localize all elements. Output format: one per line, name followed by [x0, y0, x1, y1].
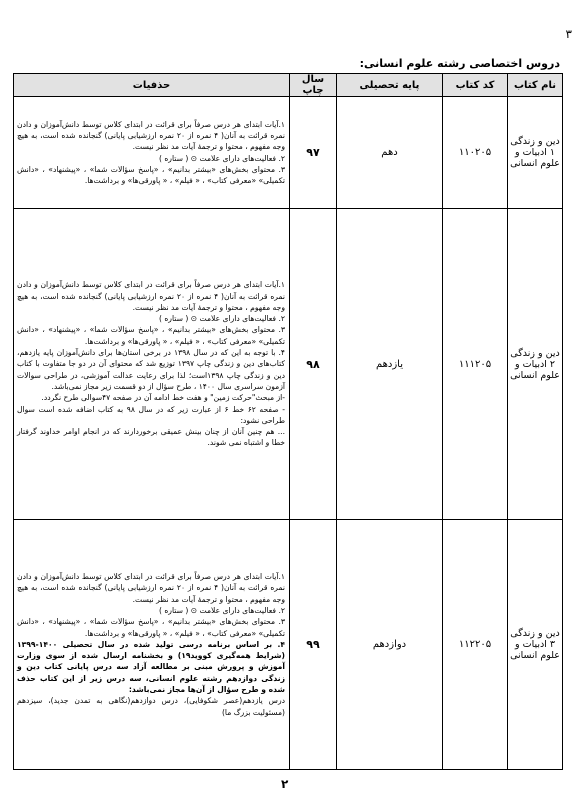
table-row	[14, 97, 563, 209]
deletion-item: ۴. بر اساس برنامه درسی تولید شده در سال تحصیلی ۱۴۰۰-۱۳۹۹ (شرایط همه‌گیری کووید۱۹) و بخشنامه ارسال شده از سوی وزارت آموزش و پرورش مبنی بر مطالعه آزاد سه درس پایانی کتاب دین و زندگی دوازدهم رشته علوم انسانی، سه درس زیر از این کتاب حذف شده و طرح سؤال از آن‌ها مجاز نمی‌باشد:	[17, 639, 285, 695]
deletion-item: ۲. فعالیت‌های دارای علامت ⊙ ( ستاره )	[158, 605, 285, 615]
deletion-item: درس یازدهم(عصر شکوفایی)، درس دوازدهم(نگاهی به تمدن جدید)، سیزدهم (مسئولیت بزرگ ما)	[17, 696, 285, 717]
deletion-item: -از مبحث"حرکت زمین" و هفت خط ادامه آن در صفحه ۴۷سوالی طرح نگردد.	[41, 393, 285, 403]
book-name-cell: دین و زندگی ۱ ادبیات و علوم انسانی	[508, 97, 563, 209]
print-year-cell: ۹۷	[290, 97, 337, 209]
deletion-item: - صفحه ۶۲ خط ۶ از عبارت زیر که در سال ۹۸ به کتاب اضافه شده است سوال طراحی نشود:	[17, 404, 286, 425]
table-row	[14, 209, 563, 520]
deletions-cell	[14, 97, 290, 209]
deletion-item: ۱.آیات ابتدای هر درس صرفاً برای قرائت در ابتدای کلاس توسط دانش‌آموزان و دادن نمره قرائت به آنان( ۴ نمره از ۲۰ نمره ارزشیابی پایانی) گنجانده شده است، به هیچ وجه مفهوم ، محتوا و ترجمهٔ آیات مد نظر نیست.	[17, 572, 285, 604]
deletions-cell	[14, 209, 290, 520]
book-code-cell: ۱۱۱۲۰۵	[443, 209, 508, 520]
deletion-item: ۳. محتوای بخش‌های «بیشتر بدانیم» ، «پاسخ سؤالات شما» ، «پیشنهاد» ، «دانش تکمیلی» «معرفی کتاب» ، « فیلم» ، « پاورقی‌ها» و برداشت‌ها.	[17, 617, 285, 638]
courses-table	[13, 73, 563, 770]
book-code-cell: ۱۱۰۲۰۵	[443, 97, 508, 209]
print-year-cell: ۹۸	[290, 209, 337, 520]
book-name-cell: دین و زندگی ۲ ادبیات و علوم انسانی	[508, 209, 563, 520]
deletion-item: ... هم چنین آنان از چنان بینش عمیقی برخوردارند که در انجام اوامر خداوند گرفتار خطا و اشتباه نمی شوند.	[17, 427, 285, 448]
page-number: ۲	[281, 777, 289, 791]
deletion-item: ۳. محتوای بخش‌های «بیشتر بدانیم» ، «پاسخ سؤالات شما» ، «پیشنهاد» ، «دانش تکمیلی» «معرفی کتاب» ، « فیلم» ، « پاورقی‌ها» و برداشت‌ها.	[17, 164, 285, 186]
grade-cell: یازدهم	[337, 209, 443, 520]
deletion-item: ۲. فعالیت‌های دارای علامت ⊙ ( ستاره )	[158, 153, 285, 163]
book-name-cell: دین و زندگی ۳ ادبیات و علوم انسانی	[508, 520, 563, 770]
header-book-name: نام کتاب	[508, 74, 563, 97]
page-corner-mark: ۳	[565, 27, 572, 41]
table-header-row	[14, 74, 563, 97]
deletion-item: ۲. فعالیت‌های دارای علامت ⊙ ( ستاره )	[158, 314, 285, 324]
header-deletions: حذفیات	[14, 74, 290, 97]
deletion-item: ۱.آیات ابتدای هر درس صرفاً برای قرائت در ابتدای کلاس توسط دانش‌آموزان و دادن نمره قرائت به آنان( ۴ نمره از ۲۰ نمره ارزشیابی پایانی) گنجانده شده است، به هیچ وجه مفهوم ، محتوا و ترجمهٔ آیات مد نظر نیست.	[17, 280, 285, 312]
deletions-cell	[14, 520, 290, 770]
header-grade: پایه تحصیلی	[337, 74, 443, 97]
grade-cell: دوازدهم	[337, 520, 443, 770]
deletion-item: ۴. با توجه به این که در سال ۱۳۹۸ در برخی استان‌ها برای دانش‌آموزان پایه یازدهم، کتاب‌های دین و زندگی چاپ ۱۳۹۷ توزیع شد که محتوای آن در دو جا متفاوت با کتاب دین و زندگی چاپ ۱۳۹۸است؛ لذا برای رعایت عدالت آموزشی، در طراحی سوالات آزمون سراسری سال ۱۴۰۰ ، طرح سؤال از دو قسمت زیر مجاز نمی‌باشد.	[17, 348, 285, 391]
section-heading: دروس اختصاصی رشته علوم انسانی:	[359, 57, 560, 70]
deletion-item: ۳. محتوای بخش‌های «بیشتر بدانیم» ، «پاسخ سؤالات شما» ، «پیشنهاد» ، «دانش تکمیلی» «معرفی کتاب» ، « فیلم» ، « پاورقی‌ها» و برداشت‌ها.	[17, 325, 285, 346]
header-print-year: سال چاپ	[290, 74, 337, 97]
book-code-cell: ۱۱۲۲۰۵	[443, 520, 508, 770]
table-row	[14, 520, 563, 770]
print-year-cell: ۹۹	[290, 520, 337, 770]
deletion-item: ۱.آیات ابتدای هر درس صرفاً برای قرائت در ابتدای کلاس توسط دانش‌آموزان و دادن نمره قرائت به آنان( ۴ نمره از ۲۰ نمره ارزشیابی پایانی) گنجانده شده است، به هیچ وجه مفهوم ، محتوا و ترجمهٔ آیات مد نظر نیست.	[17, 119, 285, 152]
header-book-code: کد کتاب	[443, 74, 508, 97]
grade-cell: دهم	[337, 97, 443, 209]
